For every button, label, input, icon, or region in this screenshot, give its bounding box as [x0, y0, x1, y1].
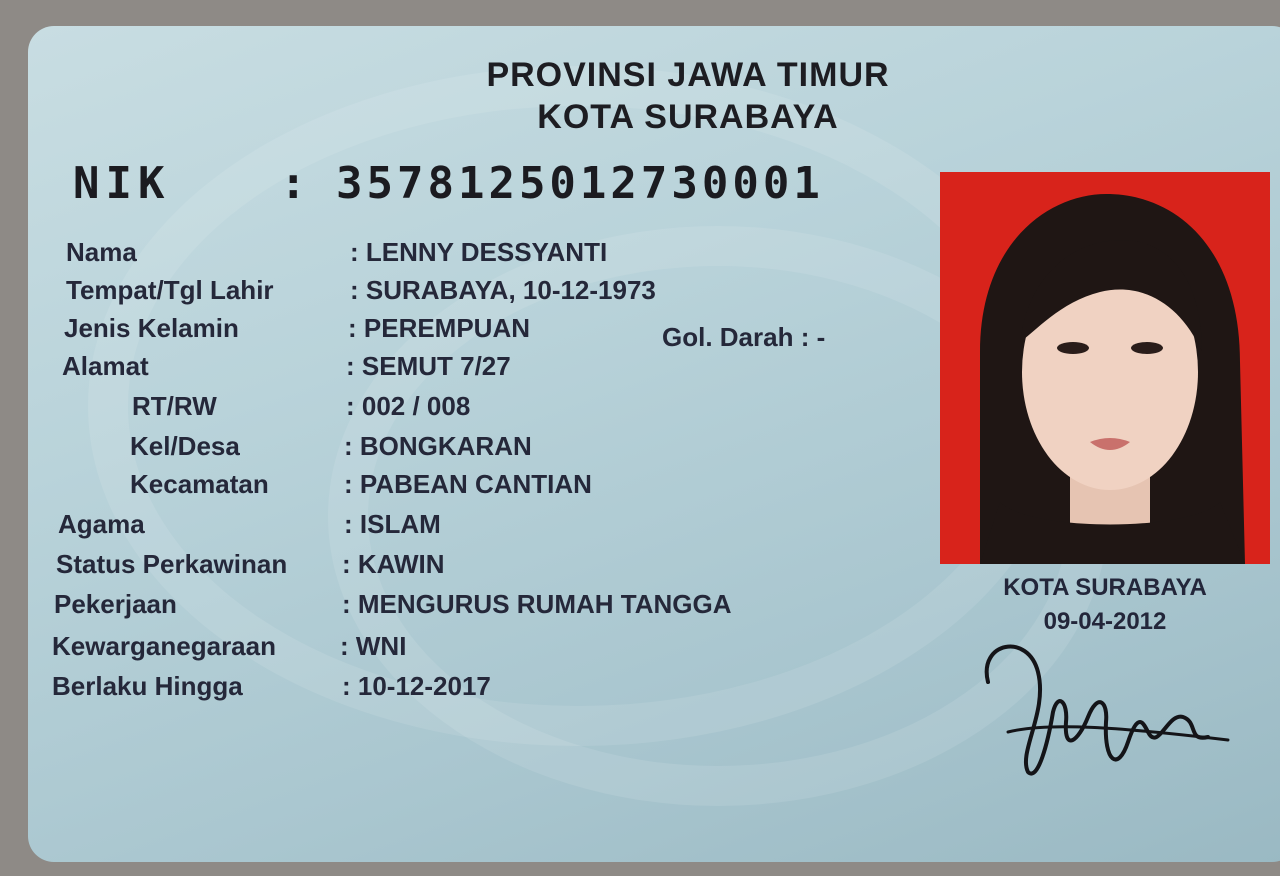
- field-label: Kecamatan: [130, 469, 269, 499]
- blood-type: Gol. Darah : -: [662, 322, 826, 352]
- field-value: : KAWIN: [342, 549, 445, 579]
- field-label: Kewarganegaraan: [52, 631, 276, 661]
- field-value: : SURABAYA, 10-12-1973: [350, 275, 656, 305]
- issue-date: 09-04-2012: [1043, 608, 1167, 635]
- field-label: Berlaku Hingga: [52, 671, 243, 701]
- field-label: Alamat: [62, 351, 149, 381]
- field-value: : 002 / 008: [346, 391, 471, 421]
- field-value: : ISLAM: [344, 509, 441, 539]
- nik-label: NIK: [73, 158, 171, 209]
- field-label: Pekerjaan: [54, 589, 177, 619]
- holder-photo: [940, 172, 1270, 564]
- id-card: [28, 26, 1280, 862]
- field-value: : BONGKARAN: [344, 431, 532, 461]
- field-label: Jenis Kelamin: [64, 313, 239, 343]
- field-value: : MENGURUS RUMAH TANGGA: [342, 589, 732, 619]
- field-label: Nama: [66, 237, 137, 267]
- field-value: : PEREMPUAN: [348, 313, 531, 343]
- province-title: PROVINSI JAWA TIMUR: [486, 56, 890, 94]
- field-label: Agama: [58, 509, 145, 539]
- city-title: KOTA SURABAYA: [537, 98, 839, 136]
- signature-icon: [968, 622, 1248, 792]
- field-label: RT/RW: [132, 391, 217, 421]
- field-label: Kel/Desa: [130, 431, 240, 461]
- field-value: : PABEAN CANTIAN: [344, 469, 592, 499]
- field-value: : LENNY DESSYANTI: [350, 237, 608, 267]
- nik-value: 3578125012730001: [336, 158, 824, 209]
- field-value: : 10-12-2017: [342, 671, 491, 701]
- field-label: Tempat/Tgl Lahir: [66, 275, 274, 305]
- field-value: : WNI: [340, 631, 407, 661]
- issue-city: KOTA SURABAYA: [1003, 574, 1207, 601]
- portrait-icon: [940, 172, 1270, 564]
- field-value: : SEMUT 7/27: [346, 351, 511, 381]
- field-label: Status Perkawinan: [56, 549, 288, 579]
- nik-colon: :: [280, 158, 307, 209]
